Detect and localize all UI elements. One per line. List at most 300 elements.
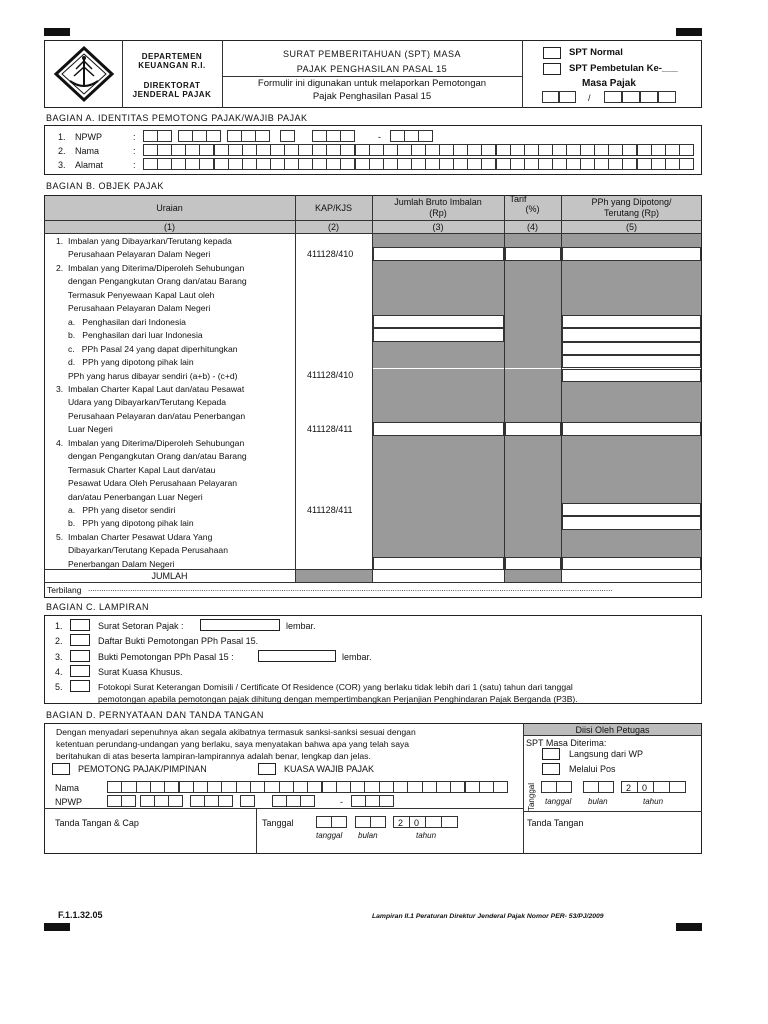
alamatCells-box[interactable] xyxy=(665,158,680,170)
namaCells-box[interactable] xyxy=(679,144,694,156)
namaCells-box[interactable] xyxy=(637,144,652,156)
statement-line-2: ketentuan perundang-undangan yang berlaku, saya menyatakan bahwa apa yang telah saya xyxy=(56,739,410,749)
namaCells-box[interactable] xyxy=(143,144,158,156)
dNamaCells-box[interactable] xyxy=(393,781,408,793)
p-tahun-caption: tahun xyxy=(643,797,664,806)
dNpwpCells-box[interactable] xyxy=(121,795,136,807)
dDateCells-box[interactable] xyxy=(425,816,442,828)
spt-normal-checkbox[interactable] xyxy=(543,47,561,59)
dNamaCells-box[interactable] xyxy=(465,781,480,793)
lampiran-checkbox-5[interactable] xyxy=(70,680,90,692)
shaded-cell xyxy=(505,369,561,382)
col-num-3: (3) xyxy=(432,222,444,232)
col-tarif-header-2: (%) xyxy=(525,204,540,214)
lampiran-after-3: lembar. xyxy=(342,652,372,662)
lampiran-num-1: 1. xyxy=(55,621,63,631)
uraian-line: Perusahaan Pelayaran dan/atau Penerbangan xyxy=(56,410,246,421)
p-tgl-caption: tanggal xyxy=(545,797,572,806)
dNamaCells-box[interactable] xyxy=(450,781,465,793)
dNpwpCells-box[interactable] xyxy=(168,795,183,807)
section-c-title: BAGIAN C. LAMPIRAN xyxy=(46,602,150,612)
alamatCells-box[interactable] xyxy=(256,158,271,170)
namaCells-box[interactable] xyxy=(496,144,511,156)
namaCells-box[interactable] xyxy=(326,144,341,156)
langsung-checkbox[interactable] xyxy=(542,748,560,760)
dNamaCells-box[interactable] xyxy=(493,781,508,793)
namaCells-box[interactable] xyxy=(256,144,271,156)
namaCells-box[interactable] xyxy=(425,144,440,156)
npwpCells-box[interactable] xyxy=(241,130,256,142)
dNamaCells-box[interactable] xyxy=(136,781,151,793)
npwpCells-box[interactable] xyxy=(157,130,172,142)
lampiran-text-2: Daftar Bukti Pemotongan PPh Pasal 15. xyxy=(98,636,259,646)
pDateCells-box[interactable] xyxy=(669,781,686,793)
namaCells-box[interactable] xyxy=(594,144,609,156)
pDateCells-box[interactable] xyxy=(541,781,557,793)
namaCells-box[interactable] xyxy=(355,144,370,156)
namaCells-box[interactable] xyxy=(397,144,412,156)
uraian-line: 1. Imbalan yang Dibayarkan/Terutang kepada xyxy=(56,236,232,246)
section-d-title: BAGIAN D. PERNYATAAN DAN TANDA TANGAN xyxy=(46,710,264,720)
alamatCells-box[interactable] xyxy=(453,158,468,170)
dNamaCells-box[interactable] xyxy=(164,781,179,793)
kuasa-label: KUASA WAJIB PAJAK xyxy=(284,764,375,774)
alamatCells-box[interactable] xyxy=(679,158,694,170)
namaCells-box[interactable] xyxy=(538,144,553,156)
d-nama-label: Nama xyxy=(55,783,80,793)
shaded-cell xyxy=(505,516,561,529)
terbilang-label: Terbilang xyxy=(47,585,82,595)
alamatCells-box[interactable] xyxy=(538,158,553,170)
alamatCells-box[interactable] xyxy=(580,158,595,170)
namaCells-box[interactable] xyxy=(157,144,172,156)
amount-cell[interactable] xyxy=(562,369,701,382)
alamatCells-box[interactable] xyxy=(608,158,623,170)
dNpwpCells-box[interactable] xyxy=(204,795,219,807)
statement-line-1: Dengan menyadari sepenuhnya akan segala akibatnya termasuk sanksi-sanksi sesuai dengan xyxy=(56,727,416,737)
alamatCells-box[interactable] xyxy=(622,158,637,170)
shaded-cell xyxy=(505,436,561,503)
corner-mark-top-right xyxy=(676,28,702,36)
namaCells-box[interactable] xyxy=(284,144,299,156)
masa-pajak-year-3[interactable] xyxy=(640,91,658,103)
namaCells-box[interactable] xyxy=(510,144,525,156)
petugas-header: Diisi Oleh Petugas xyxy=(575,725,650,735)
namaCells-box[interactable] xyxy=(242,144,257,156)
uraian-line: 3. Imbalan Charter Kapal Laut dan/atau Pesawat xyxy=(56,383,245,394)
namaCells-box[interactable] xyxy=(340,144,355,156)
uraian-line: Penerbangan Dalam Negeri xyxy=(56,558,175,569)
jumlah-label: JUMLAH xyxy=(151,571,188,581)
ttd-cap-label: Tanda Tangan & Cap xyxy=(55,818,139,828)
uraian-line: dengan Pengangkutan Orang dan/atau Barang xyxy=(56,451,247,462)
kap-code-4: 411128/411 xyxy=(307,505,353,515)
form-subtitle-2: Pajak Penghasilan Pasal 15 xyxy=(312,91,432,102)
dNamaCells-box[interactable] xyxy=(193,781,208,793)
d-tahun-caption: tahun xyxy=(416,831,437,840)
amount-cell[interactable] xyxy=(562,355,701,368)
namaCells-box[interactable] xyxy=(185,144,200,156)
namaCells-box[interactable] xyxy=(453,144,468,156)
shaded-cell xyxy=(505,328,561,341)
alamatCells-box[interactable] xyxy=(199,158,214,170)
p-bulan-caption: bulan xyxy=(588,797,608,806)
dNamaCells-box[interactable] xyxy=(264,781,279,793)
npwpCells-box[interactable] xyxy=(312,130,327,142)
dNpwpCells-box[interactable] xyxy=(379,795,394,807)
npwp-num: 1. xyxy=(58,132,66,142)
ministry-logo xyxy=(50,45,118,103)
dNamaCells-box[interactable] xyxy=(121,781,136,793)
spt-pembetulan-checkbox[interactable] xyxy=(543,63,561,75)
namaCells-box[interactable] xyxy=(369,144,384,156)
col-bruto-header-2: (Rp) xyxy=(429,208,447,218)
masa-pajak-month-1[interactable] xyxy=(542,91,559,103)
namaCells-box[interactable] xyxy=(524,144,539,156)
dNamaCells-box[interactable] xyxy=(107,781,122,793)
nama-num: 2. xyxy=(58,146,66,156)
alamatCells-box[interactable] xyxy=(242,158,257,170)
dNamaCells-box[interactable] xyxy=(293,781,308,793)
namaCells-box[interactable] xyxy=(566,144,581,156)
uraian-line: 2. Imbalan yang Diterima/Diperoleh Sehubungan xyxy=(56,262,245,273)
dNamaCells-box[interactable] xyxy=(379,781,394,793)
namaCells-box[interactable] xyxy=(608,144,623,156)
alamat-num: 3. xyxy=(58,160,66,170)
lampiran-footer: Lampiran II.1 Peraturan Direktur Jenderal Pajak Nomor PER- 53/PJ/2009 xyxy=(372,913,604,920)
amount-cell[interactable] xyxy=(373,422,504,435)
tanda-tangan-label: Tanda Tangan xyxy=(527,818,584,828)
col-uraian-header: Uraian xyxy=(156,203,183,213)
uraian-line: Pesawat Udara Oleh Perusahaan Pelayaran xyxy=(56,478,238,489)
alamatCells-box[interactable] xyxy=(524,158,539,170)
uraian-line: b. Penghasilan dari luar Indonesia xyxy=(56,330,203,341)
npwpCells-box[interactable] xyxy=(418,130,433,142)
namaCells-box[interactable] xyxy=(312,144,327,156)
alamatCells-box[interactable] xyxy=(228,158,243,170)
uraian-line: Luar Negeri xyxy=(56,424,113,435)
shaded-cell xyxy=(373,355,504,368)
npwp-label: NPWP xyxy=(75,132,102,142)
alamatCells-box[interactable] xyxy=(185,158,200,170)
lampiran-input-3[interactable] xyxy=(258,650,336,662)
dNamaCells-box[interactable] xyxy=(479,781,494,793)
amount-cell[interactable] xyxy=(562,342,701,355)
uraian-line: 5. Imbalan Charter Pesawat Udara Yang xyxy=(56,531,213,542)
d-npwp-label: NPWP xyxy=(55,797,82,807)
tanggal-vertical-label: Tanggal xyxy=(527,782,536,812)
namaCells-box[interactable] xyxy=(383,144,398,156)
col-kap-header: KAP/KJS xyxy=(314,203,352,213)
col-num-1: (1) xyxy=(164,222,175,232)
amount-cell[interactable] xyxy=(562,516,701,529)
dept-line-3: DIREKTORAT xyxy=(143,81,201,90)
dNpwpCells-box[interactable] xyxy=(351,795,366,807)
amount-cell[interactable] xyxy=(505,422,561,435)
masa-pajak-month-2[interactable] xyxy=(559,91,576,103)
pDateCells-box[interactable] xyxy=(583,781,599,793)
dNamaCells-box[interactable] xyxy=(322,781,337,793)
dNamaCells-box[interactable] xyxy=(364,781,379,793)
alamatCells-box[interactable] xyxy=(637,158,652,170)
npwpCells-box[interactable] xyxy=(206,130,221,142)
dNpwpCells-box[interactable] xyxy=(272,795,287,807)
namaCells-box[interactable] xyxy=(270,144,285,156)
form-title-1: SURAT PEMBERITAHUAN (SPT) MASA xyxy=(282,49,462,59)
alamatCells-box[interactable] xyxy=(651,158,666,170)
dNamaCells-box[interactable] xyxy=(207,781,222,793)
alamatCells-box[interactable] xyxy=(369,158,384,170)
lampiran-text-1: Surat Setoran Pajak : xyxy=(98,621,184,631)
namaCells-box[interactable] xyxy=(467,144,482,156)
shaded-cell xyxy=(505,382,561,422)
npwpCells-box[interactable] xyxy=(227,130,242,142)
namaCells-box[interactable] xyxy=(439,144,454,156)
dNamaCells-box[interactable] xyxy=(422,781,437,793)
alamatCells-box[interactable] xyxy=(425,158,440,170)
amount-cell[interactable] xyxy=(505,247,561,260)
dNamaCells-box[interactable] xyxy=(250,781,265,793)
npwpCells-box[interactable] xyxy=(404,130,419,142)
amount-cell[interactable] xyxy=(562,315,701,328)
alamatCells-box[interactable] xyxy=(171,158,186,170)
dNpwpCells-box[interactable] xyxy=(154,795,169,807)
alamatCells-box[interactable] xyxy=(312,158,327,170)
shaded-cell xyxy=(373,261,504,315)
pos-checkbox[interactable] xyxy=(542,763,560,775)
shaded-cell xyxy=(373,234,504,247)
namaCells-box[interactable] xyxy=(580,144,595,156)
col-tarif-header-1: Tarif xyxy=(509,194,527,204)
npwp-colon: : xyxy=(133,132,136,142)
namaCells-box[interactable] xyxy=(552,144,567,156)
npwpCells-box[interactable] xyxy=(326,130,341,142)
pDateCells-box[interactable] xyxy=(556,781,572,793)
alamatCells-box[interactable] xyxy=(383,158,398,170)
uraian-line: dan/atau Penerbangan Luar Negeri xyxy=(56,491,203,502)
alamatCells-box[interactable] xyxy=(284,158,299,170)
lampiran-num-3: 3. xyxy=(55,652,63,662)
dNamaCells-box[interactable] xyxy=(336,781,351,793)
dept-line-4: JENDERAL PAJAK xyxy=(132,90,212,99)
dNpwpCells-box[interactable] xyxy=(190,795,205,807)
namaCells-box[interactable] xyxy=(228,144,243,156)
uraian-line: 4. Imbalan yang Diterima/Diperoleh Sehubungan xyxy=(56,437,245,448)
d-year-prefix-2: 2 xyxy=(398,818,404,828)
langsung-label: Langsung dari WP xyxy=(569,749,644,759)
form-title-2: PAJAK PENGHASILAN PASAL 15 xyxy=(296,64,448,74)
lampiran-input-1[interactable] xyxy=(200,619,280,631)
uraian-line: d. PPh yang dipotong pihak lain xyxy=(56,357,194,368)
uraian-line: PPh yang harus dibayar sendiri (a+b) - (c+d) xyxy=(56,370,238,381)
shaded-cell xyxy=(373,369,504,382)
dNpwpCells-box[interactable] xyxy=(218,795,233,807)
shaded-cell xyxy=(505,315,561,328)
alamatCells-box[interactable] xyxy=(143,158,158,170)
uraian-line: Termasuk Charter Kapal Laut dan/atau xyxy=(56,464,216,475)
dNpwpCells-box[interactable] xyxy=(286,795,301,807)
dNamaCells-box[interactable] xyxy=(407,781,422,793)
d-npwp-dash: - xyxy=(340,797,343,807)
uraian-line: Termasuk Penyewaan Kapal Laut oleh xyxy=(56,289,215,300)
alamatCells-box[interactable] xyxy=(214,158,229,170)
uraian-line: b. PPh yang dipotong pihak lain xyxy=(56,518,194,529)
alamatCells-box[interactable] xyxy=(566,158,581,170)
masa-pajak-year-1[interactable] xyxy=(604,91,622,103)
uraian-line: a. Penghasilan dari Indonesia xyxy=(56,316,186,327)
namaCells-box[interactable] xyxy=(171,144,186,156)
npwpCells-box[interactable] xyxy=(390,130,405,142)
dDateCells-box[interactable] xyxy=(441,816,458,828)
masa-pajak-label: Masa Pajak xyxy=(582,78,636,89)
dept-line-1: DEPARTEMEN xyxy=(141,52,203,61)
masa-pajak-year-2[interactable] xyxy=(622,91,640,103)
amount-cell[interactable] xyxy=(562,503,701,516)
terbilang-dots: ............................................................................................................................................................................................................................................ xyxy=(88,584,613,593)
spt-normal-label: SPT Normal xyxy=(569,47,623,58)
alamatCells-box[interactable] xyxy=(439,158,454,170)
shaded-cell xyxy=(505,234,561,247)
namaCells-box[interactable] xyxy=(665,144,680,156)
amount-cell[interactable] xyxy=(562,422,701,435)
amount-cell[interactable] xyxy=(373,315,504,328)
namaCells-box[interactable] xyxy=(214,144,229,156)
form-code: F.1.1.32.05 xyxy=(58,910,103,920)
pDateCells-box[interactable] xyxy=(653,781,670,793)
alamatCells-box[interactable] xyxy=(510,158,525,170)
pDateCells-box[interactable] xyxy=(598,781,614,793)
alamatCells-box[interactable] xyxy=(467,158,482,170)
uraian-line: c. PPh Pasal 24 yang dapat diperhitungkan xyxy=(56,343,238,354)
uraian-line: Udara yang Dibayarkan/Terutang Kepada xyxy=(56,397,227,408)
form-subtitle-1: Formulir ini digunakan untuk melaporkan Pemotongan xyxy=(257,78,487,89)
nama-label: Nama xyxy=(75,146,100,156)
namaCells-box[interactable] xyxy=(298,144,313,156)
alamatCells-box[interactable] xyxy=(326,158,341,170)
dNamaCells-box[interactable] xyxy=(436,781,451,793)
pemotong-label: PEMOTONG PAJAK/PIMPINAN xyxy=(78,764,207,774)
alamatCells-box[interactable] xyxy=(594,158,609,170)
pos-label: Melalui Pos xyxy=(569,764,616,774)
shaded-cell xyxy=(562,530,701,557)
alamatCells-box[interactable] xyxy=(411,158,426,170)
amount-cell[interactable] xyxy=(373,247,504,260)
dept-line-2: KEUANGAN R.I. xyxy=(138,61,206,70)
alamatCells-box[interactable] xyxy=(157,158,172,170)
npwpCells-box[interactable] xyxy=(280,130,295,142)
dDateCells-box[interactable] xyxy=(316,816,332,828)
shaded-cell xyxy=(373,382,504,422)
npwp-dash: - xyxy=(378,132,381,142)
shaded-cell xyxy=(505,342,561,355)
alamatCells-box[interactable] xyxy=(552,158,567,170)
dNamaCells-box[interactable] xyxy=(307,781,322,793)
dNpwpCells-box[interactable] xyxy=(300,795,315,807)
dNpwpCells-box[interactable] xyxy=(140,795,155,807)
alamatCells-box[interactable] xyxy=(397,158,412,170)
alamatCells-box[interactable] xyxy=(298,158,313,170)
alamatCells-box[interactable] xyxy=(481,158,496,170)
dNpwpCells-box[interactable] xyxy=(240,795,255,807)
alamat-colon: : xyxy=(133,160,136,170)
d-year-prefix-0: 0 xyxy=(414,818,420,828)
alamatCells-box[interactable] xyxy=(496,158,511,170)
namaCells-box[interactable] xyxy=(199,144,214,156)
dNamaCells-box[interactable] xyxy=(221,781,236,793)
shaded-cell xyxy=(373,516,504,529)
lampiran-checkbox-3[interactable] xyxy=(70,650,90,662)
npwpCells-box[interactable] xyxy=(143,130,158,142)
shaded-cell xyxy=(562,261,701,315)
shaded-cell xyxy=(505,261,561,315)
col-bruto-header-1: Jumlah Bruto Imbalan xyxy=(394,197,482,207)
namaCells-box[interactable] xyxy=(411,144,426,156)
lampiran-text-5: Fotokopi Surat Keterangan Domisili / Certificate Of Residence (COR) yang berlaku tidak lebih dari 1 (satu) tahun dari tanggal xyxy=(98,682,573,692)
shaded-cell xyxy=(562,382,701,422)
nama-colon: : xyxy=(133,146,136,156)
corner-mark-bottom-left xyxy=(44,923,70,931)
lampiran-checkbox-4[interactable] xyxy=(70,665,90,677)
dNamaCells-box[interactable] xyxy=(150,781,165,793)
masa-pajak-slash: / xyxy=(588,93,591,103)
alamat-label: Alamat xyxy=(75,160,104,170)
dDateCells-box[interactable] xyxy=(355,816,371,828)
pemotong-checkbox[interactable] xyxy=(52,763,70,775)
namaCells-box[interactable] xyxy=(481,144,496,156)
lampiran-text-4: Surat Kuasa Khusus. xyxy=(98,667,183,677)
npwpCells-box[interactable] xyxy=(178,130,193,142)
lampiran-text-3: Bukti Pemotongan PPh Pasal 15 : xyxy=(98,652,234,662)
dDateCells-box[interactable] xyxy=(370,816,386,828)
uraian-line: Perusahaan Pelayaran Dalam Negeri xyxy=(56,303,211,314)
amount-cell[interactable] xyxy=(562,247,701,260)
dNpwpCells-box[interactable] xyxy=(107,795,122,807)
d-tgl-caption: tanggal xyxy=(316,831,343,840)
lampiran-checkbox-2[interactable] xyxy=(70,634,90,646)
dNamaCells-box[interactable] xyxy=(350,781,365,793)
spt-diterima-label: SPT Masa Diterima: xyxy=(526,738,607,748)
alamatCells-box[interactable] xyxy=(340,158,355,170)
dNamaCells-box[interactable] xyxy=(179,781,194,793)
corner-mark-top-left xyxy=(44,28,70,36)
col-num-2: (2) xyxy=(328,222,339,232)
dDateCells-box[interactable] xyxy=(331,816,347,828)
namaCells-box[interactable] xyxy=(622,144,637,156)
shaded-cell xyxy=(505,355,561,368)
statement-line-3: beritahukan di atas beserta lampiran-lampirannya adalah benar, lengkap dan jelas. xyxy=(56,751,371,761)
shaded-cell xyxy=(505,530,561,557)
corner-mark-bottom-right xyxy=(676,923,702,931)
dNamaCells-box[interactable] xyxy=(279,781,294,793)
namaCells-box[interactable] xyxy=(651,144,666,156)
lampiran-num-4: 4. xyxy=(55,667,63,677)
amount-cell[interactable] xyxy=(373,328,504,341)
npwpCells-box[interactable] xyxy=(255,130,270,142)
lampiran-checkbox-1[interactable] xyxy=(70,619,90,631)
npwpCells-box[interactable] xyxy=(192,130,207,142)
kap-code-2: 411128/410 xyxy=(307,370,354,380)
d-tanggal-label: Tanggal xyxy=(262,818,294,828)
dNamaCells-box[interactable] xyxy=(236,781,251,793)
dNpwpCells-box[interactable] xyxy=(365,795,380,807)
kap-code-1: 411128/410 xyxy=(307,249,354,259)
amount-cell[interactable] xyxy=(562,328,701,341)
npwpCells-box[interactable] xyxy=(340,130,355,142)
alamatCells-box[interactable] xyxy=(355,158,370,170)
kuasa-checkbox[interactable] xyxy=(258,763,276,775)
alamatCells-box[interactable] xyxy=(270,158,285,170)
masa-pajak-year-4[interactable] xyxy=(658,91,676,103)
